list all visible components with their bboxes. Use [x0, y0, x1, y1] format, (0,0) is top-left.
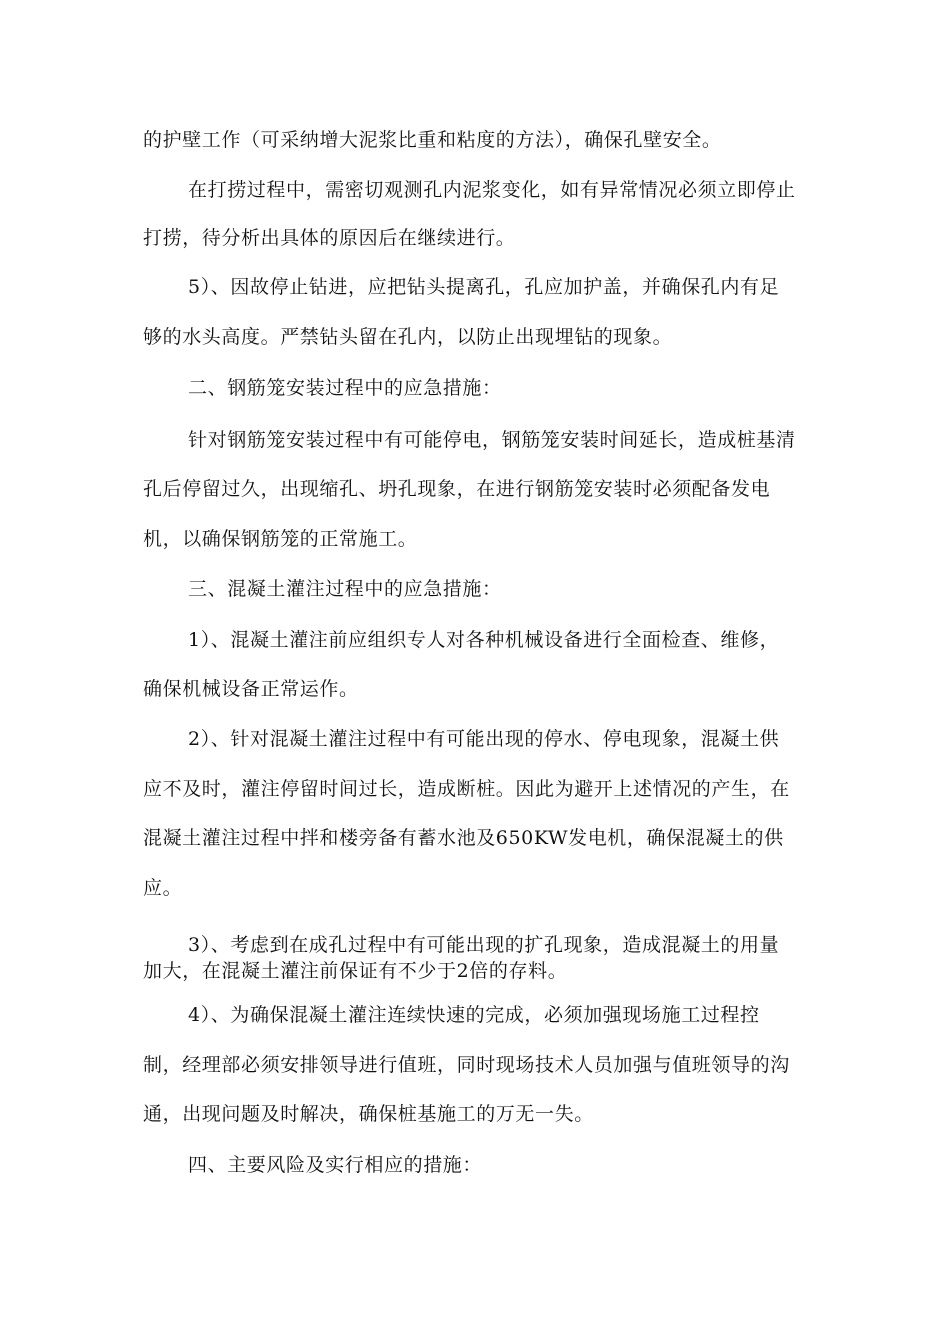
section-heading: 二、钢筋笼安装过程中的应急措施： [188, 377, 502, 399]
text-line: 应不及时，灌注停留时间过长，造成断桩。因此为避开上述情况的产生，在 [143, 778, 790, 800]
text-line: 3）、考虑到在成孔过程中有可能出现的扩孔现象，造成混凝土的用量 [188, 934, 780, 956]
text-line: 制，经理部必须安排领导进行值班，同时现场技术人员加强与值班领导的沟 [143, 1054, 790, 1076]
text-line: 机，以确保钢筋笼的正常施工。 [143, 528, 418, 550]
text-line: 的护壁工作（可采纳增大泥浆比重和粘度的方法），确保孔壁安全。 [143, 129, 722, 151]
text-line: 1）、混凝土灌注前应组织专人对各种机械设备进行全面检查、维修， [188, 629, 780, 651]
text-line: 孔后停留过久，出现缩孔、坍孔现象，在进行钢筋笼安装时必须配备发电 [143, 478, 771, 500]
text-line: 在打捞过程中，需密切观测孔内泥浆变化，如有异常情况必须立即停止 [188, 179, 796, 201]
text-line: 加大，在混凝土灌注前保证有不少于2倍的存料。 [143, 960, 568, 982]
text-line: 5）、因故停止钻进，应把钻头提离孔，孔应加护盖，并确保孔内有足 [188, 276, 780, 298]
text-line: 确保机械设备正常运作。 [143, 678, 359, 700]
section-heading: 三、混凝土灌注过程中的应急措施： [188, 578, 502, 600]
text-line: 通，出现问题及时解决，确保桩基施工的万无一失。 [143, 1103, 594, 1125]
text-line: 打捞，待分析出具体的原因后在继续进行。 [143, 227, 516, 249]
section-heading: 四、主要风险及实行相应的措施： [188, 1154, 483, 1176]
text-line: 够的水头高度。严禁钻头留在孔内，以防止出现埋钻的现象。 [143, 326, 673, 348]
text-line: 2）、针对混凝土灌注过程中有可能出现的停水、停电现象，混凝土供 [188, 728, 780, 750]
text-line: 应。 [143, 877, 183, 899]
text-line: 混凝土灌注过程中拌和楼旁备有蓄水池及650KW发电机，确保混凝土的供 [143, 827, 784, 849]
text-line: 4）、为确保混凝土灌注连续快速的完成，必须加强现场施工过程控 [188, 1004, 760, 1026]
text-line: 针对钢筋笼安装过程中有可能停电，钢筋笼安装时间延长，造成桩基清 [188, 429, 796, 451]
